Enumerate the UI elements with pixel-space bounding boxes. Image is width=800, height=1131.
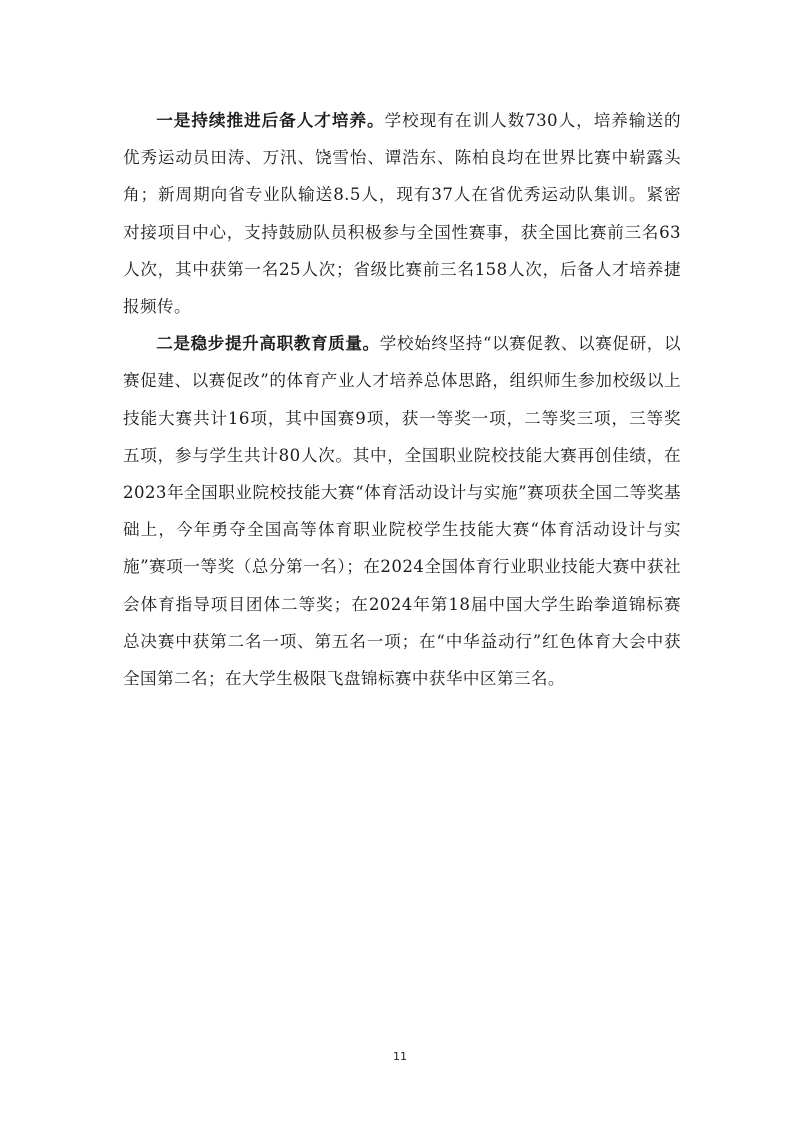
document-body — [123, 102, 681, 697]
paragraph-body-text: 学校现有在训人数730人，培养输送的优秀运动员田涛、万汛、饶雪怡、谭浩东、陈柏良均在世界比赛中崭露头角；新周期向省专业队输送8.5人，现有37人在省优秀运动队集训。紧密对接项目中心，支持鼓励队员积极参与全国性赛事，获全国比赛前三名63人次，其中获第一名25人次；省级比赛前三名158人次，后备人才培养捷报频传。 — [123, 111, 682, 317]
paragraph-body-text: 学校始终坚持“以赛促教、以赛促研，以赛促建、以赛促改”的体育产业人才培养总体思路，组织师生参加校级以上技能大赛共计16项，其中国赛9项，获一等奖一项，二等奖三项，三等奖五项，参与学生共计80人次。其中，全国职业院校技能大赛再创佳绩，在2023年全国职业院校技能大赛“体育活动设计与实施”赛项获全国二等奖基础上，今年勇夺全国高等体育职业院校学生技能大赛“体育活动设计与实施”赛项一等奖（总分第一名）；在2024全国体育行业职业技能大赛中获社会体育指导项目团体二等奖；在2024年第18届中国大学生跆拳道锦标赛总决赛中获第二名一项、第五名一项；在“中华益动行”红色体育大会中获全国第二名；在大学生极限飞盘锦标赛中获华中区第三名。 — [123, 334, 682, 689]
paragraph-vocational-education — [123, 325, 681, 697]
paragraph-lead-heading: 一是持续推进后备人才培养。 — [156, 110, 385, 130]
page-number: 11 — [393, 1050, 407, 1063]
paragraph-lead-heading: 二是稳步提升高职教育质量。 — [156, 333, 380, 354]
paragraph-talent-cultivation — [123, 102, 681, 325]
